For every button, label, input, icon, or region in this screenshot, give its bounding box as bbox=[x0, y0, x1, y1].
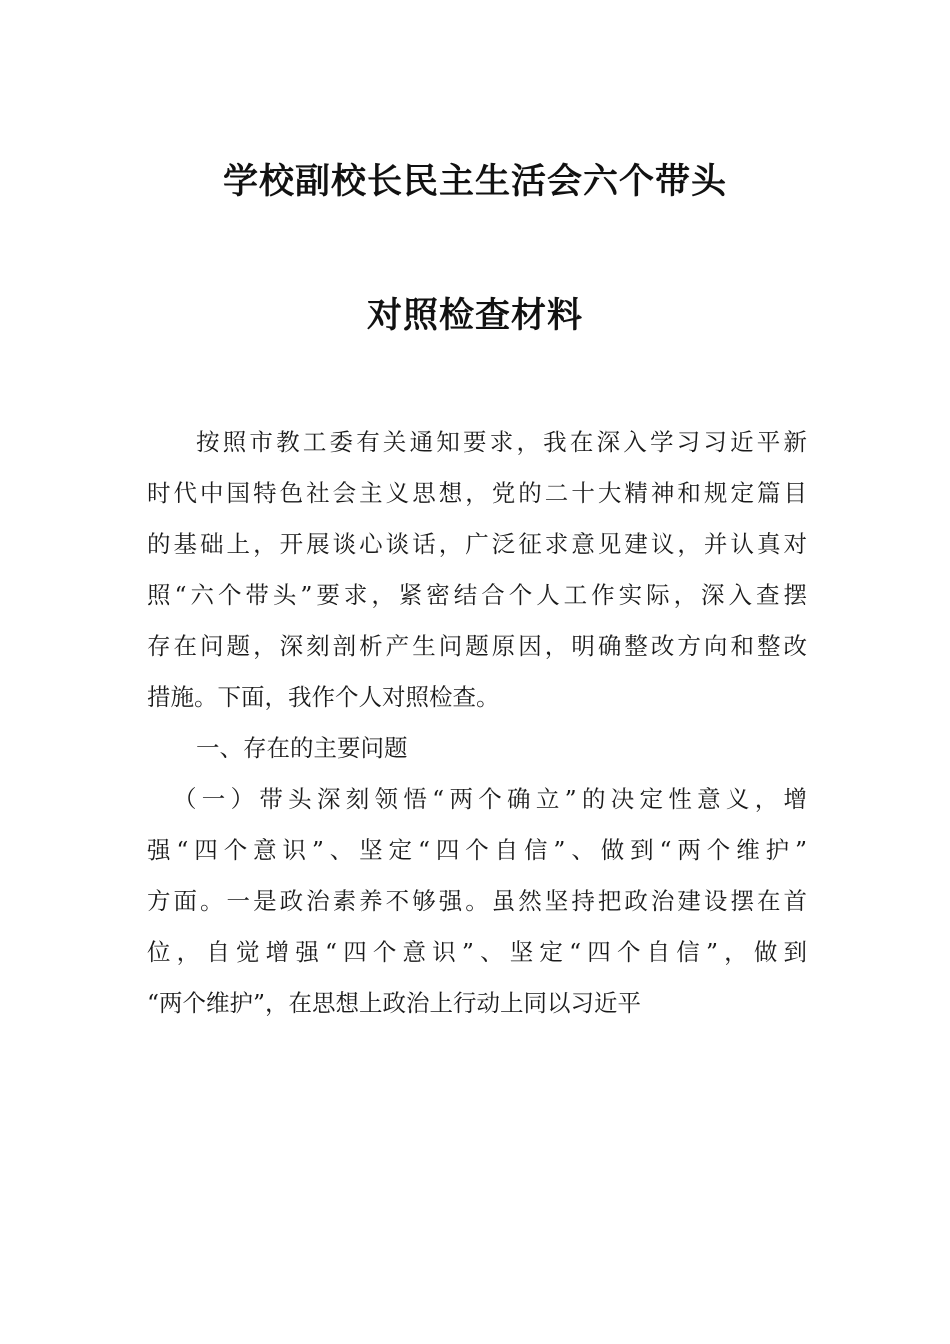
document-title-line-2: 对照检查材料 bbox=[366, 296, 583, 336]
paragraph-1-line-2: 时代中国特色社会主义思想，党的二十大精神和规定篇目 bbox=[147, 479, 807, 507]
section-heading: 一、存在的主要问题 bbox=[196, 734, 408, 762]
paragraph-2-line-4: 位，自觉增强“四个意识”、坚定“四个自信”，做到 bbox=[147, 938, 807, 966]
paragraph-2-line-2: 强“四个意识”、坚定“四个自信”、做到“两个维护” bbox=[147, 836, 807, 864]
paragraph-2-line-1: （一）带头深刻领悟“两个确立”的决定性意义，增 bbox=[173, 785, 807, 813]
paragraph-1-line-3: 的基础上，开展谈心谈话，广泛征求意见建议，并认真对 bbox=[147, 530, 807, 558]
paragraph-1-line-4: 照“六个带头”要求，紧密结合个人工作实际，深入查摆 bbox=[147, 581, 807, 609]
paragraph-1-line-1: 按照市教工委有关通知要求，我在深入学习习近平新 bbox=[196, 428, 807, 456]
paragraph-1-line-6: 措施。下面，我作个人对照检查。 bbox=[147, 683, 500, 711]
paragraph-2-line-5: “两个维护”，在思想上政治上行动上同以习近平 bbox=[147, 989, 642, 1017]
document-body bbox=[147, 417, 807, 1029]
document-title-line-1: 学校副校长民主生活会六个带头 bbox=[222, 162, 727, 202]
paragraph-1-line-5: 存在问题，深刻剖析产生问题原因，明确整改方向和整改 bbox=[147, 632, 807, 660]
paragraph-2-line-3: 方面。一是政治素养不够强。虽然坚持把政治建设摆在首 bbox=[147, 887, 807, 915]
